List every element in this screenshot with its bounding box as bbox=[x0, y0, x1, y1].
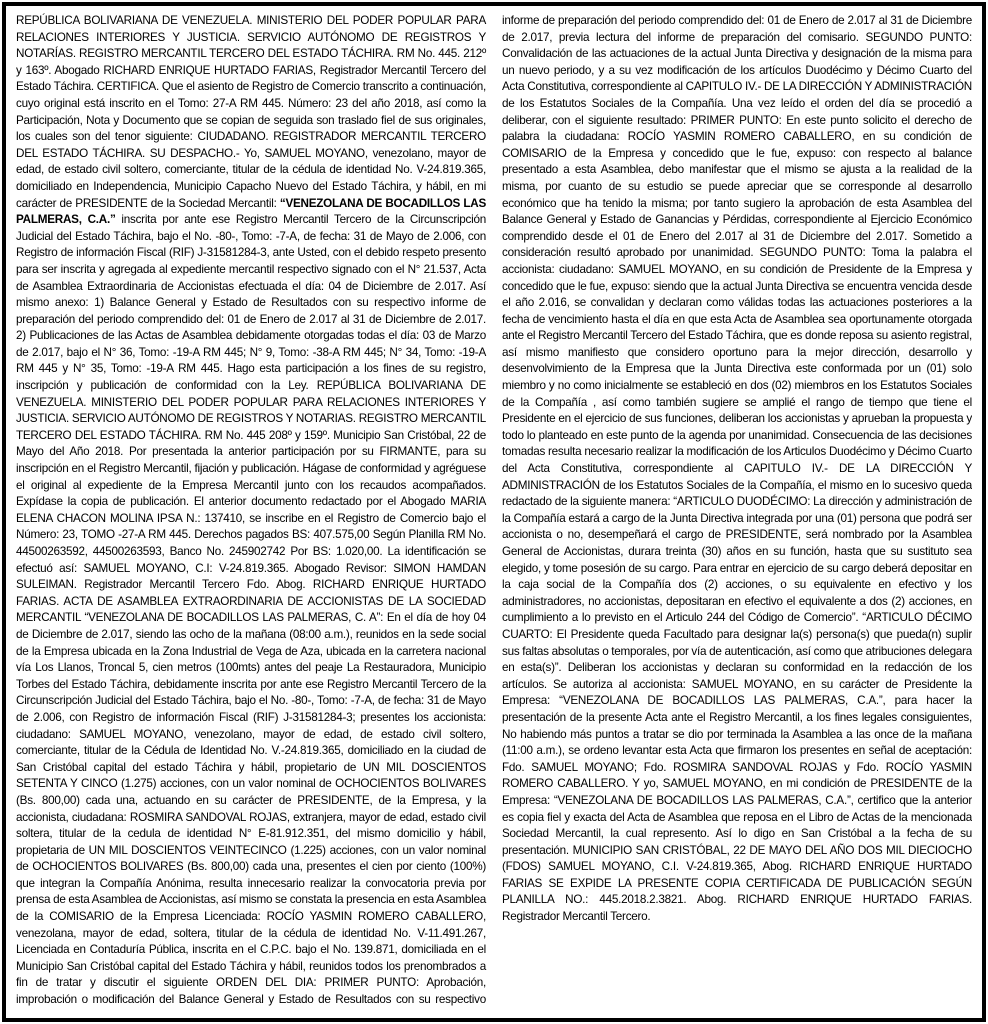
document-text-continuation: inscrita por ante ese Registro Mercantil Tercero de la Circunscripción Judicial del Estado Táchira, bajo el No. -80-, Tomo: -7-A, de fecha: 31 de Mayo de 2.006, con Registro de información Fiscal (RIF) J-31581284-3, ante Usted, con el debido respeto presento para ser inscrita y agregada al expediente mercantil respectivo signado con el N° 21.537, Acta de Asamblea Extraordinaria de Accionistas efectuada el día: 04 de Diciembre de 2.017. Así mismo anexo: 1) Balance General y Estado de Resultados con su respectivo informe de preparación del periodo comprendido del: 01 de Enero de 2.017 al 31 de Diciembre de 2.017. 2) Publicaciones de las Actas de Asamblea debidamente otorgadas todas el día: 03 de Marzo de 2.017, bajo el N° 36, Tomo: -19-A RM 445; N° 9, Tomo: -38-A RM 445; N° 34, Tomo: -19-A RM 445 y N° 35, Tomo: -19-A RM 445. Hago esta participación a los fines de su registro, inscripción y publicación de conformidad con la Ley. REPÚBLICA BOLIVARIANA DE VENEZUELA. MINISTERIO DEL PODER POPULAR PARA RELACIONES INTERIORES Y JUSTICIA. SERVICIO AUTÓNOMO DE REGISTROS Y NOTARIAS. REGISTRO MERCANTIL TERCERO DEL ESTADO TÁCHIRA. RM No. 445 208º y 159º. Municipio San Cristóbal, 22 de Mayo del Año 2018. Por presentada la anterior participación por su FIRMANTE, para su inscripción en el Registro Mercantil, fijación y publicación. Hágase de conformidad y agréguese el original al expediente de la Empresa Mercantil junto con los recaudos acompañados. Expídase la copia de publicación. El anterior documento redactado por el Abogado MARIA ELENA CHACON MOLINA IPSA N.: 137410, se inscribe en el Registro de Comercio bajo el Número: 23, TOMO -27-A RM 445. Derechos pagados BS: 407.575,00 Según Planilla RM No. 44500263592, 44500263593, Banco No. 245902742 Por BS: 1.020,00. La identificación se efectuó así: SAMUEL MOYANO, C.I: V-24.819.365. Abogado Revisor: SIMON HAMDAN SULEIMAN. Registrador Mercantil Tercero Fdo. Abog. RICHARD ENRIQUE HURTADO FARIAS. ACTA DE ASAMBLEA EXTRAORDINARIA DE ACCIONISTAS DE LA SOCIEDAD MERCANTIL “VENEZOLANA DE BOCADILLOS LAS PALMERAS, C. A”: En el día de hoy 04 de Diciembre de 2.017, siendo las ocho de la mañana (08:00 a.m.), reunidos en la sede social de la Empresa ubicada en la Zona Industrial de Vega de Aza, ubicada en la carretera nacional vía Los Llanos, Troncal 5, cien metros (100mts) antes del peaje La Restauradora, Municipio Torbes del Estado Táchira, debidamente inscrita por ante ese Registro Mercantil Tercero de la Circunscripción Judicial del Estado Táchira, bajo el No. -80-, Tomo: -7-A, de fecha: 31 de Mayo de 2.006, con Registro de información Fiscal (RIF) J-31581284-3; presentes los accionista: ciudadano: SAMUEL MOYANO, venezolano, mayor de edad, de estado civil soltero, comerciante, titular de la Cédula de Identidad No. V.-24.819.365, domiciliado en la ciudad de San Cristóbal capital del estado Táchira y hábil, propietario de UN MIL DOSCIENTOS SETENTA Y CINCO (1.275) acciones, con un valor nominal de OCHOCIENTOS BOLIVARES (Bs. 800,00) cada una, actuando en su carácter de PRESIDENTE, de la Empresa, y la accionista, ciudadana: ROSMIRA SANDOVAL ROJAS, extranjera, mayor de edad, estado civil soltera, titular de la cedula de identidad N° E-81.912.351, del mismo domicilio y hábil, propietaria de UN MIL DOSCIENTOS VEINTECINCO (1.225) acciones, con un valor nominal de OCHOCIENTOS BOLIVARES (Bs. 800,00) cada una, presentes el cien por ciento (100%) que integran la Compañía Anónima, resulta innecesario realizar la convocatoria previa por prensa de esta Asamblea de Accionistas, así mismo se constata la presencia en esta Asamblea de la COMISARIO de la Empresa Licenciada: ROCÍO YASMIN ROMERO CABALLERO, venezolana, mayor de edad, soltera, titular de la cédula de identidad No. V-11.491.267, Licenciada en Contaduría Pública, inscrita en el C.P.C. bajo el No. 139.871, domiciliada en el Municipio San Cristóbal capital del Estado Táchira y hábil, reunidos todos los prenombrados a fin de tratar y discutir el siguiente ORDEN DEL DIA: PRIMER PUNTO: Aprobación, improbación o modificación del Balance General y Estado de Resultados con su respectivo informe de preparación del periodo comprendido del: 01 de Enero de 2.017 al 31 de Diciembre de 2.017, previa lectura del informe de preparación del comisario. SEGUNDO PUNTO: Convalidación de las actuaciones de la actual Junta Directiva y designación de la misma para un nuevo periodo, y a su vez modificación de los artículos Duodécimo y Décimo Cuarto del Acta Constitutiva, correspondiente al CAPITULO IV.- DE LA DIRECCIÓN Y ADMINISTRACIÓN de los Estatutos Sociales de la Compañía. Una vez leído el orden del día se procedió a deliberar, con el siguiente resultado: PRIMER PUNTO: En este punto solicito el derecho de palabra la ciudadana: ROCÍO YASMIN ROMERO CABALLERO, en su condición de COMISARIO de la Empresa y concedido que le fue, expuso: con respecto al balance presentado a esta Asamblea, debo manifestar que el mismo se ajusta a la realidad de la misma, por cuanto de su estudio se puede apreciar que se corresponde al desarrollo económico que ha tenido la misma; por tanto sugiero la aprobación de esta Asamblea del Balance General y Estado de Ganancias y Pérdidas, correspondiente al Ejercicio Económico comprendido desde el 01 de Enero del 2.017 al 31 de Diciembre del 2.017. Sometido a consideración resultó aprobado por unanimidad. SEGUNDO PUNTO: Toma la palabra el accionista: ciudadano: SAMUEL MOYANO, en su condición de Presidente de la Empresa y concedido que le fue, expuso: siendo que la actual Junta Directiva se encuentra vencida desde el año 2.016, se convalidan y declaran como válidas todas las actuaciones posteriores a la fecha de vencimiento hasta el día en que esta Acta de Asamblea sea oportunamente otorgada ante el Registro Mercantil Tercero del Estado Táchira, que es donde reposa su asiento registral, así mismo manifiesto que considero oportuno para la mejor dirección, desarrollo y desenvolvimiento de la Empresa que la Junta Directiva este conformada por un (01) solo miembro y no como inicialmente se estableció en dos (02) miembros en los Estatutos Sociales de la Compañía , así como también sugiere se amplié el rango de tiempo que tiene el Presidente en el ejercicio de sus funciones, deliberan los accionistas y aprueban la propuesta y todo lo planteado en este punto de la agenda por unanimidad. Consecuencia de las decisiones tomadas resulta necesario realizar la modificación de los Articulos Duodécimo y Décimo Cuarto del Acta Constitutiva, correspondiente al CAPITULO IV.- DE LA DIRECCIÓN Y ADMINISTRACIÓN de los Estatutos Sociales de la Compañía, el mismo en lo sucesivo queda redactado de la siguiente manera: “ARTICULO DUODÉCIMO: La dirección y administración de la Compañía estará a cargo de la Junta Directiva integrada por una (01) persona que podrá ser accionista o no, desempeñará el cargo de PRESIDENTE, será nombrado por la Asamblea General de Accionistas, durara treinta (30) años en su función, hasta que su sustituto sea elegido, y tome posesión de su cargo. Para entrar en ejercicio de su cargo deberá depositar en la caja social de la Compañía dos (2) acciones, o su equivalente en efectivo y los administradores, no accionistas, depositaran en efectivo el equivalente a dos (2) acciones, en cumplimiento a lo previsto en el Articulo 244 del Código de Comercio”. “ARTICULO DÉCIMO CUARTO: El Presidente queda Facultado para designar la(s) persona(s) que pueda(n) suplir sus faltas absolutas o temporales, por vía de autenticación, así como que atribuciones delegara en esta(s)”. Deliberan los accionistas y declaran su conformidad en la redacción de los artículos. Se autoriza al accionista: SAMUEL MOYANO, en su carácter de Presidente la Empresa: “VENEZOLANA DE BOCADILLOS LAS PALMERAS, C.A.”, para hacer la presentación de la presente Acta ante el Registro Mercantil, a los fines legales consiguientes, No habiendo más puntos a tratar se dio por terminada la Asamblea a las once de la mañana (11:00 a.m.), se ordeno levantar esta Acta que firmaron los presentes en señal de aceptación: Fdo. SAMUEL MOYANO; Fdo. ROSMIRA SANDOVAL ROJAS y Fdo. ROCÍO YASMIN ROMERO CABALLERO. Y yo, SAMUEL MOYANO, en mi condición de PRESIDENTE de la Empresa: “VENEZOLANA DE BOCADILLOS LAS PALMERAS, C.A.”, certifico que la anterior es copia fiel y exacta del Acta de Asamblea que reposa en el Libro de Actas de la mencionada Sociedad Mercantil, la cual represento. Así lo digo en San Cristóbal a la fecha de su presentación. MUNICIPIO SAN CRISTÓBAL, 22 DE MAYO DEL AÑO DOS MIL DIECIOCHO (FDOS) SAMUEL MOYANO, C.I. V-24.819.365, Abog. RICHARD ENRIQUE HURTADO FARIAS SE EXPIDE LA PRESENTE COPIA CERTIFICADA DE PUBLICACIÓN SEGÚN PLANILLA NO.: 445.2018.2.3821. Abog. RICHARD ENRIQUE HURTADO FARIAS. Registrador Mercantil Tercero. bbox=[16, 14, 972, 1007]
legal-document-text bbox=[16, 13, 972, 1012]
company-name-bold: “VENEZOLANA DE BOCADILLOS LAS PALMERAS, C.A.” bbox=[16, 196, 486, 227]
document-text-opening: REPÚBLICA BOLIVARIANA DE VENEZUELA. MINISTERIO DEL PODER POPULAR PARA RELACIONES INTERIORES Y JUSTICIA. SERVICIO AUTÓNOMO DE REGISTROS Y NOTARÍAS. REGISTRO MERCANTIL TERCERO DEL ESTADO TÁCHIRA. RM No. 445. 212º y 163º. Abogado RICHARD ENRIQUE HURTADO FARIAS, Registrador Mercantil Tercero del Estado Táchira. CERTIFICA. Que el asiento de Registro de Comercio transcrito a continuación, cuyo original está inscrito en el Tomo: 27-A RM 445. Número: 23 del año 2018, así como la Participación, Nota y Documento que se copian de seguida son traslado fiel de sus originales, los cuales son del tenor siguiente: CIUDADANO. REGISTRADOR MERCANTIL TERCERO DEL ESTADO TÁCHIRA. SU DESPACHO.- Yo, SAMUEL MOYANO, venezolano, mayor de edad, de estado civil soltero, comerciante, titular de la cédula de identidad No. V-24.819.365, domiciliado en Independencia, Municipio Capacho Nuevo del Estado Táchira, y hábil, en mi carácter de PRESIDENTE de la Sociedad Mercantil: bbox=[16, 14, 486, 210]
document-border-frame bbox=[2, 2, 986, 1022]
